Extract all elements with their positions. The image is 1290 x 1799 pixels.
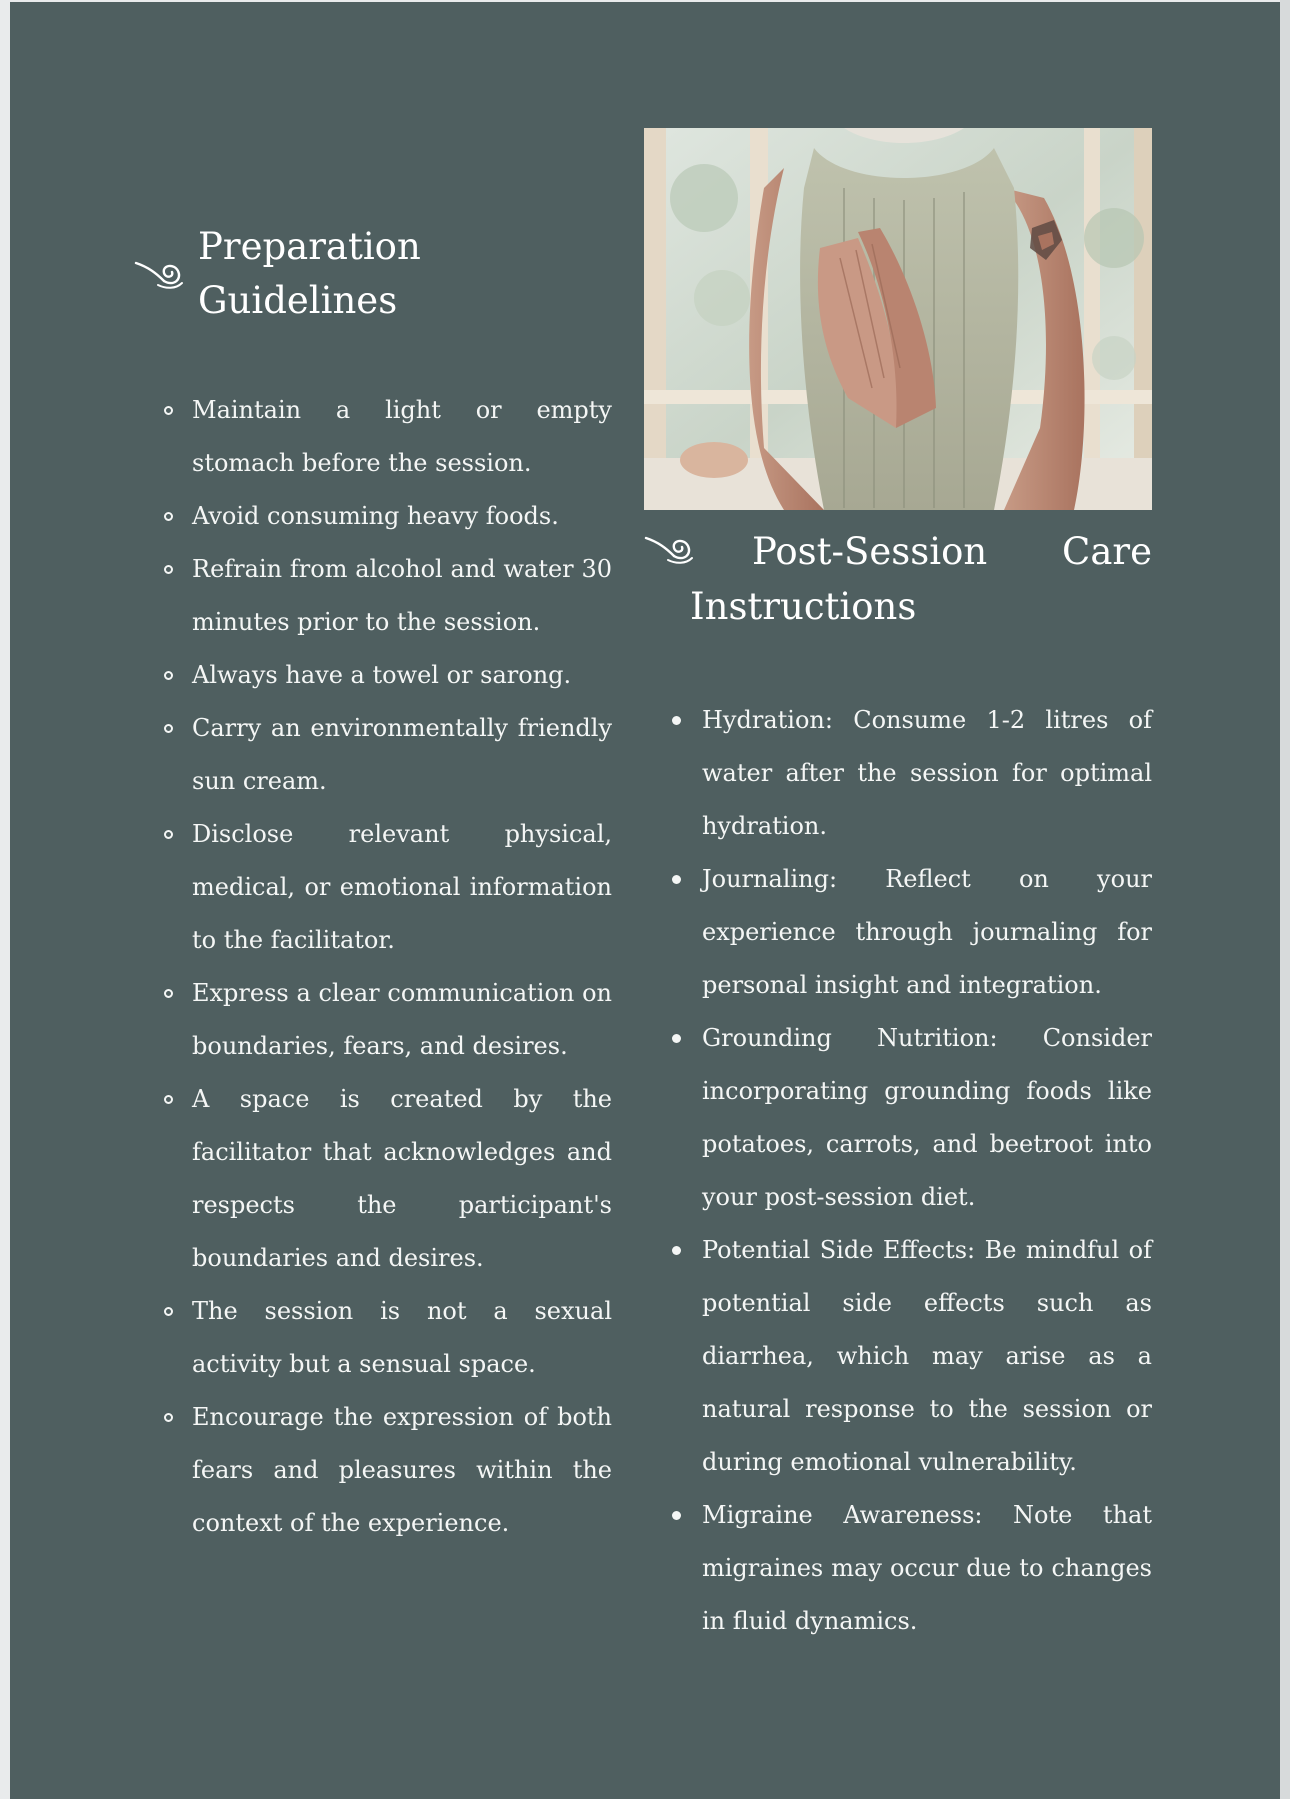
viewer-edge <box>1280 0 1290 1799</box>
list-item: Journaling: Reflect on your experience through journaling for personal insight and integration. <box>702 853 1152 1012</box>
post-session-title-word: Care <box>1062 530 1152 573</box>
list-item: Potential Side Effects: Be mindful of potential side effects such as diarrhea, which may arise as a natural response to the session or during emotional vulnerability. <box>702 1224 1152 1489</box>
swirl-ornament-icon <box>644 532 694 566</box>
list-item: Avoid consuming heavy foods. <box>192 490 612 543</box>
list-item: A space is created by the facilitator that acknowledges and respects the participant's boundaries and desires. <box>192 1073 612 1285</box>
post-session-title-line2: Instructions <box>690 585 917 628</box>
list-item: The session is not a sexual activity but a sensual space. <box>192 1285 612 1391</box>
meditation-photo <box>644 128 1152 510</box>
post-session-title-line1 <box>690 524 1152 579</box>
post-session-list <box>644 694 1152 1648</box>
list-item: Migraine Awareness: Note that migraines may occur due to changes in fluid dynamics. <box>702 1489 1152 1648</box>
list-item: Refrain from alcohol and water 30 minutes prior to the session. <box>192 543 612 649</box>
list-item: Grounding Nutrition: Consider incorporating grounding foods like potatoes, carrots, and beetroot into your post-session diet. <box>702 1012 1152 1224</box>
preparation-heading <box>134 220 612 328</box>
list-item: Express a clear communication on boundaries, fears, and desires. <box>192 967 612 1073</box>
document-page <box>10 2 1280 1799</box>
preparation-section <box>134 220 612 1550</box>
post-session-title-word: Post-Session <box>752 530 988 573</box>
list-item: Disclose relevant physical, medical, or emotional information to the facilitator. <box>192 808 612 967</box>
preparation-title: Preparation Guidelines <box>198 225 421 322</box>
list-item: Hydration: Consume 1-2 litres of water after the session for optimal hydration. <box>702 694 1152 853</box>
post-session-section <box>644 128 1152 1648</box>
list-item: Always have a towel or sarong. <box>192 649 612 702</box>
post-session-heading <box>644 524 1152 634</box>
swirl-ornament-icon <box>134 257 184 291</box>
list-item: Carry an environmentally friendly sun cream. <box>192 702 612 808</box>
list-item: Encourage the expression of both fears and pleasures within the context of the experience. <box>192 1391 612 1550</box>
preparation-list <box>134 384 612 1550</box>
list-item: Maintain a light or empty stomach before the session. <box>192 384 612 490</box>
